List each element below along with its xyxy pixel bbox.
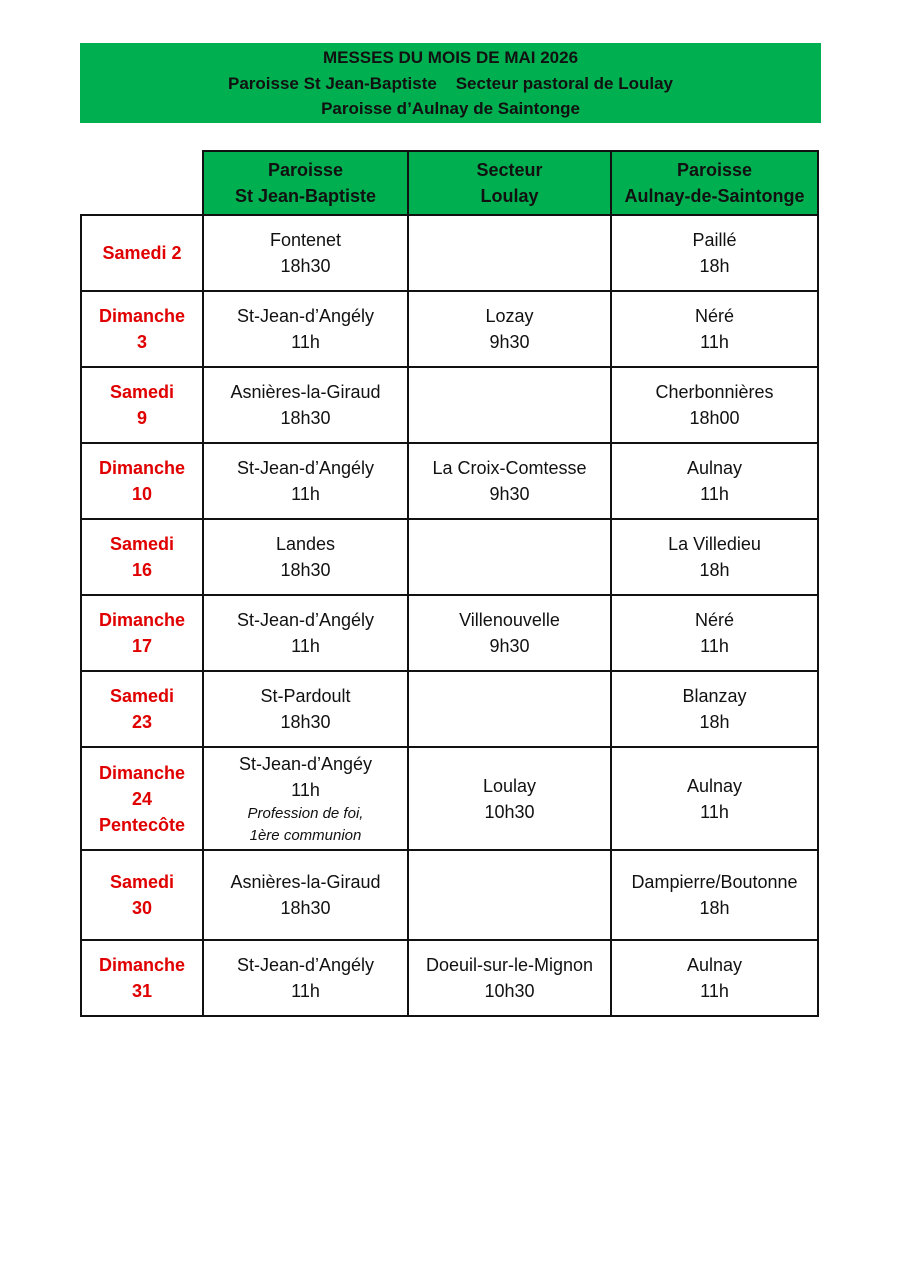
mass-time: 18h00 xyxy=(689,408,740,428)
mass-cell xyxy=(408,291,611,367)
table-row xyxy=(81,850,818,940)
mass-location: Landes xyxy=(275,534,336,554)
day-cell xyxy=(81,519,203,595)
mass-cell xyxy=(203,519,408,595)
mass-time: 10h30 xyxy=(484,981,535,1001)
mass-cell xyxy=(611,747,818,850)
mass-cell xyxy=(203,595,408,671)
day-label: Samedi xyxy=(109,534,175,554)
mass-cell xyxy=(611,671,818,747)
day-label: 3 xyxy=(136,332,147,352)
mass-time: 18h xyxy=(699,712,730,732)
mass-location: Paillé xyxy=(692,230,737,250)
mass-location: Dampierre/Boutonne xyxy=(631,872,798,892)
mass-cell xyxy=(611,443,818,519)
day-cell xyxy=(81,443,203,519)
mass-location: Doeuil-sur-le-Mignon xyxy=(425,955,594,975)
mass-location: Cherbonnières xyxy=(655,382,774,402)
mass-time: 18h xyxy=(699,898,730,918)
mass-cell xyxy=(408,595,611,671)
mass-time: 11h xyxy=(291,981,320,1001)
column-header-line-2: St Jean-Baptiste xyxy=(234,186,377,206)
mass-cell xyxy=(611,367,818,443)
mass-time: 11h xyxy=(291,779,320,800)
day-label: 9 xyxy=(136,408,147,428)
mass-time: 18h30 xyxy=(280,408,331,428)
day-cell xyxy=(81,747,203,850)
mass-cell xyxy=(611,215,818,291)
table-row xyxy=(81,671,818,747)
day-cell xyxy=(81,671,203,747)
day-label: 31 xyxy=(131,981,153,1001)
mass-location: Blanzay xyxy=(682,686,747,706)
mass-cell xyxy=(408,747,611,850)
mass-cell xyxy=(611,519,818,595)
day-label: Dimanche xyxy=(98,306,186,326)
mass-location: St-Jean-d’Angély xyxy=(236,306,375,326)
mass-location: La Croix-Comtesse xyxy=(432,458,587,478)
mass-time: 11h xyxy=(291,636,320,656)
table-row xyxy=(81,443,818,519)
day-label: Samedi xyxy=(109,872,175,892)
mass-location: Néré xyxy=(694,306,734,326)
mass-time: 9h30 xyxy=(489,332,530,352)
mass-location: La Villedieu xyxy=(668,534,761,554)
mass-time: 11h xyxy=(700,332,729,352)
column-header-st-jean-baptiste xyxy=(203,151,408,215)
mass-time: 18h30 xyxy=(280,560,331,580)
day-label: 16 xyxy=(131,560,153,580)
title-line-1: MESSES DU MOIS DE MAI 2026 xyxy=(322,48,579,67)
day-label: 23 xyxy=(131,712,153,732)
mass-location: Néré xyxy=(694,610,734,630)
table-row xyxy=(81,747,818,850)
mass-time: 11h xyxy=(700,484,729,504)
mass-cell xyxy=(203,671,408,747)
mass-cell xyxy=(203,443,408,519)
mass-location: Aulnay xyxy=(686,458,743,478)
table-row xyxy=(81,367,818,443)
mass-time: 18h xyxy=(699,560,730,580)
mass-location: Asnières-la-Giraud xyxy=(230,382,381,402)
column-header-loulay xyxy=(408,151,611,215)
mass-cell xyxy=(408,940,611,1016)
mass-cell xyxy=(203,367,408,443)
mass-cell xyxy=(203,850,408,940)
day-label: Samedi 2 xyxy=(102,243,182,263)
mass-location: St-Jean-d’Angély xyxy=(236,955,375,975)
mass-time: 11h xyxy=(700,636,729,656)
mass-location: Fontenet xyxy=(269,230,342,250)
day-label: 24 xyxy=(131,788,153,809)
mass-cell xyxy=(408,519,611,595)
day-cell xyxy=(81,940,203,1016)
mass-location: Lozay xyxy=(485,306,534,326)
table-row xyxy=(81,595,818,671)
mass-cell xyxy=(203,747,408,850)
day-label: Samedi xyxy=(109,686,175,706)
mass-cell xyxy=(611,940,818,1016)
day-label: 17 xyxy=(131,636,153,656)
mass-cell xyxy=(408,215,611,291)
mass-schedule-table xyxy=(80,150,819,1017)
mass-cell xyxy=(408,443,611,519)
mass-location: Villenouvelle xyxy=(459,610,560,630)
mass-location: St-Pardoult xyxy=(260,686,351,706)
mass-location: St-Jean-d’Angély xyxy=(236,458,375,478)
mass-time: 9h30 xyxy=(489,636,530,656)
mass-time: 18h30 xyxy=(280,712,331,732)
day-cell xyxy=(81,850,203,940)
mass-location: St-Jean-d’Angéy xyxy=(238,753,373,774)
mass-location: Asnières-la-Giraud xyxy=(230,872,381,892)
mass-time: 18h30 xyxy=(280,898,331,918)
mass-note: Profession de foi, xyxy=(247,804,364,822)
mass-location: Loulay xyxy=(482,775,537,796)
day-label: 10 xyxy=(131,484,153,504)
table-row xyxy=(81,940,818,1016)
mass-cell xyxy=(611,291,818,367)
mass-cell xyxy=(611,850,818,940)
table-header-row xyxy=(81,151,818,215)
mass-cell xyxy=(611,595,818,671)
mass-cell xyxy=(408,367,611,443)
column-header-line-1: Secteur xyxy=(476,160,543,180)
mass-cell xyxy=(203,215,408,291)
mass-time: 11h xyxy=(291,484,320,504)
mass-cell xyxy=(408,671,611,747)
mass-time: 10h30 xyxy=(484,801,535,822)
mass-cell xyxy=(203,940,408,1016)
mass-location: Aulnay xyxy=(686,775,743,796)
title-line-3: Paroisse d’Aulnay de Saintonge xyxy=(321,99,580,118)
mass-time: 18h xyxy=(699,256,730,276)
column-header-line-2: Loulay xyxy=(480,186,539,206)
day-label: Dimanche xyxy=(98,955,186,975)
day-label: Dimanche xyxy=(98,762,186,783)
table-row xyxy=(81,215,818,291)
column-header-aulnay xyxy=(611,151,818,215)
column-header-line-2: Aulnay-de-Saintonge xyxy=(624,186,805,206)
mass-time: 9h30 xyxy=(489,484,530,504)
day-cell xyxy=(81,367,203,443)
day-cell xyxy=(81,595,203,671)
day-cell xyxy=(81,291,203,367)
day-label: Dimanche xyxy=(98,610,186,630)
column-header-line-1: Paroisse xyxy=(267,160,344,180)
title-banner xyxy=(80,43,821,123)
mass-location: St-Jean-d’Angély xyxy=(236,610,375,630)
column-header-line-1: Paroisse xyxy=(676,160,753,180)
mass-time: 11h xyxy=(700,801,729,822)
table-row xyxy=(81,519,818,595)
mass-cell xyxy=(203,291,408,367)
mass-time: 11h xyxy=(700,981,729,1001)
day-cell xyxy=(81,215,203,291)
day-label: Pentecôte xyxy=(98,814,186,835)
title-line-2: Paroisse St Jean-Baptiste Secteur pastoral de Loulay xyxy=(228,73,673,93)
mass-note: 1ère communion xyxy=(249,826,362,844)
mass-time: 18h30 xyxy=(280,256,331,276)
mass-location: Aulnay xyxy=(686,955,743,975)
day-label: Dimanche xyxy=(98,458,186,478)
header-blank-cell xyxy=(81,151,203,215)
mass-time: 11h xyxy=(291,332,320,352)
day-label: 30 xyxy=(131,898,153,918)
mass-cell xyxy=(408,850,611,940)
day-label: Samedi xyxy=(109,382,175,402)
table-row xyxy=(81,291,818,367)
